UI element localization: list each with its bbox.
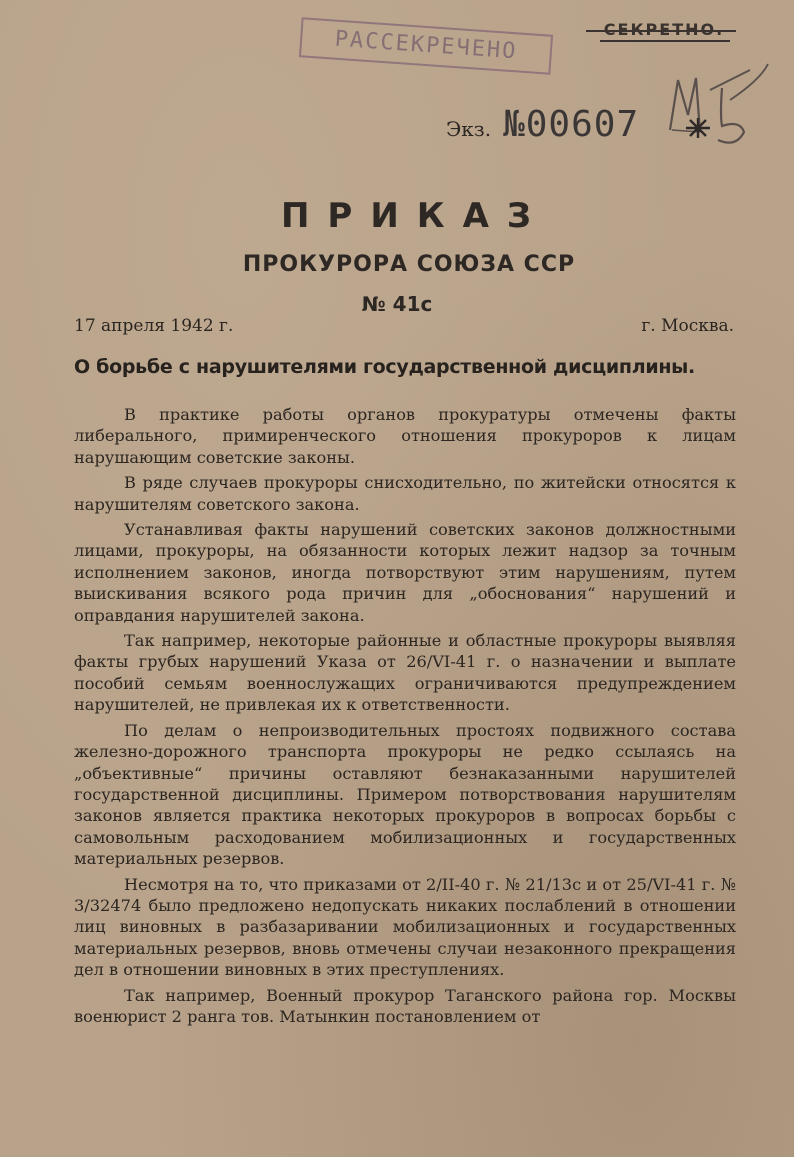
body-paragraph: Так например, некоторые районные и областные прокуроры выявляя факты грубых нарушений Указа от 26/VI-41 г. о назначении и выплате пособий семьям военнослужащих ограничиваются предупреждением нарушителей, не привлекая их к ответственности. bbox=[74, 631, 736, 715]
secret-strikethrough bbox=[586, 30, 736, 32]
body-paragraph: В ряде случаев прокуроры снисходительно, по житейски относятся к нарушителям советского закона. bbox=[74, 473, 736, 514]
handwritten-mark-icon bbox=[660, 60, 770, 160]
document-date: 17 апреля 1942 г. bbox=[74, 316, 234, 336]
body-paragraph: По делам о непроизводительных простоях подвижного состава железно-дорожного транспорта прокуроры не редко ссылаясь на „объективные“ причины оставляют безнаказанными нарушителей государственной дисциплины. Примером потворствования нарушителям законов является практика некоторых прокуроров в вопросах борьбы с самовольным расходованием мобилизационных и государственных материальных резервов. bbox=[74, 720, 736, 869]
body-paragraph: Так например, Военный прокурор Таганского района гор. Москвы военюрист 2 ранга тов. Матынкин постановлением от bbox=[74, 985, 736, 1026]
secret-underline bbox=[600, 40, 730, 42]
order-number: № 41с bbox=[361, 292, 433, 316]
declassified-stamp: РАССЕКРЕЧЕНО bbox=[299, 17, 553, 74]
copy-label: Экз. bbox=[446, 117, 492, 141]
copy-number-line bbox=[446, 104, 639, 148]
document-subtitle: ПРОКУРОРА СОЮЗА ССР bbox=[242, 252, 576, 277]
document-title: ПРИКАЗ bbox=[280, 196, 550, 236]
document-heading: О борьбе с нарушителями государственной дисциплины. bbox=[74, 356, 695, 378]
document-body bbox=[74, 404, 736, 1031]
body-paragraph: Несмотря на то, что приказами от 2/II-40 г. № 21/13с и от 25/VI-41 г. № 3/32474 было предложено недопускать никаких послаблений в отношении лиц виновных в разбазаривании мобилизационных и государственных материальных резервов, вновь отмечены случаи незаконного прекращения дел в отношении виновных в этих преступлениях. bbox=[74, 874, 736, 980]
copy-number: №00607 bbox=[503, 104, 640, 145]
document-city: г. Москва. bbox=[641, 316, 734, 336]
body-paragraph: Устанавливая факты нарушений советских законов должностными лицами, прокуроры, на обязанности которых лежит надзор за точным исполнением законов, иногда потворствуют этим нарушениям, путем выискивания всякого рода причин для „обоснования“ нарушений и оправдания нарушителей закона. bbox=[74, 520, 736, 625]
body-paragraph: В практике работы органов прокуратуры отмечены факты либерального, примиренческого отношения прокуроров к лицам нарушающим советские законы. bbox=[74, 405, 736, 467]
